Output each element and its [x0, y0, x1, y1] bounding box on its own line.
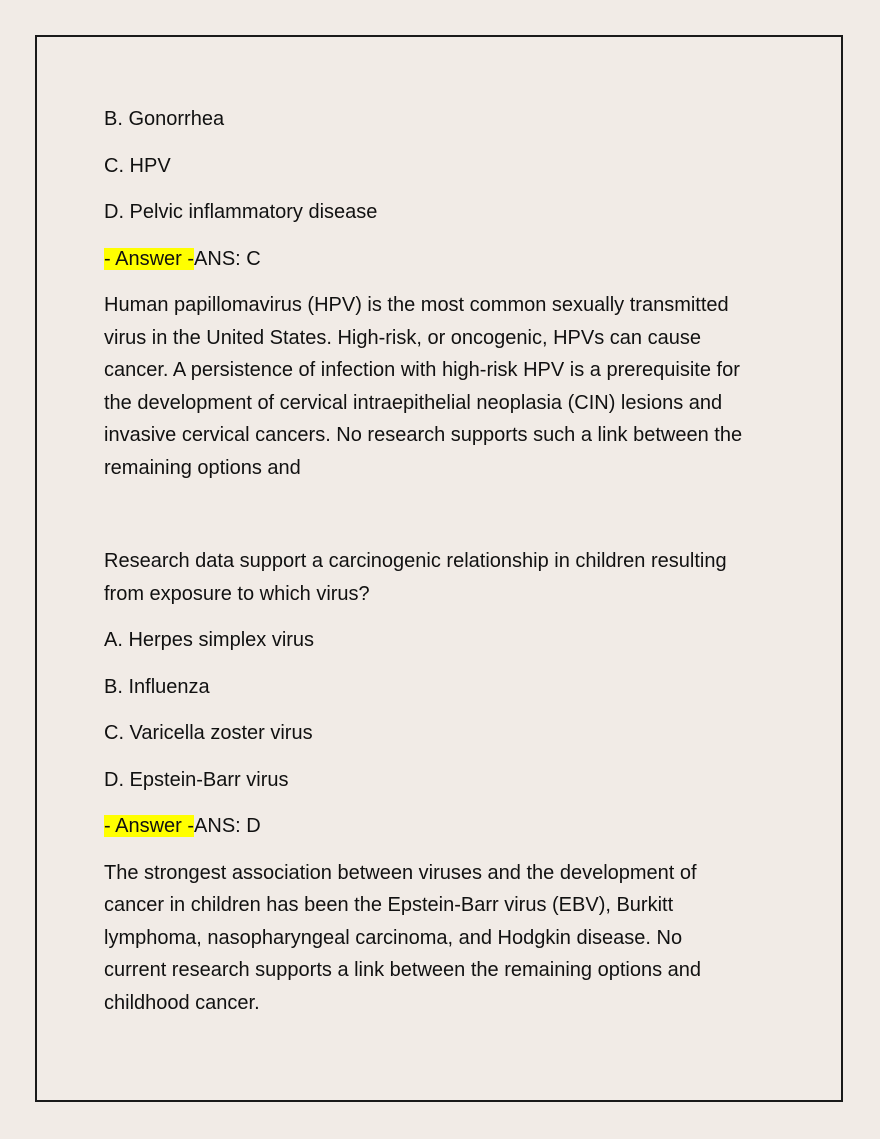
q1-answer-line [104, 243, 784, 276]
document-content [104, 103, 784, 1019]
q2-answer-line [104, 810, 784, 843]
q1-explanation-line: Human papillomavirus (HPV) is the most common sexually transmitted [104, 294, 729, 316]
q1-answer-label: - Answer - [104, 247, 195, 270]
q1-explanation-line: cancer. A persistence of infection with high-risk HPV is a prerequisite for [104, 359, 740, 381]
q2-answer-label: - Answer - [104, 815, 195, 837]
q2-explanation-line: lymphoma, nasopharyngeal carcinoma, and Hodgkin disease. No [104, 926, 683, 949]
q1-explanation [104, 289, 784, 484]
q2-explanation-line: The strongest association between viruses and the development of [104, 861, 697, 884]
q2-explanation-line: current research supports a link between the remaining options and [104, 959, 702, 981]
q2-stem-line: from exposure to which virus? [104, 582, 370, 605]
q2-explanation-line: cancer in children has been the Epstein-Barr virus (EBV), Burkitt [104, 894, 674, 916]
q1-answer-value: ANS: C [194, 247, 261, 270]
q1-explanation-line: invasive cervical cancers. No research supports such a link between the [104, 424, 743, 446]
q1-option-d: D. Pelvic inflammatory disease [104, 201, 378, 223]
q1-option-b: B. Gonorrhea [104, 108, 225, 130]
q1-explanation-line: remaining options and [104, 456, 301, 479]
q2-explanation [104, 857, 784, 1020]
q1-option-c: C. HPV [104, 154, 171, 177]
q1-explanation-line: the development of cervical intraepithelial neoplasia (CIN) lesions and [104, 391, 723, 414]
q2-option-b: B. Influenza [104, 675, 210, 698]
q2-option-a: A. Herpes simplex virus [104, 629, 315, 651]
q2-explanation-line: childhood cancer. [104, 991, 260, 1014]
q2-option-d: D. Epstein-Barr virus [104, 768, 289, 791]
q2-answer-value: ANS: D [194, 815, 261, 837]
q2-stem-line: Research data support a carcinogenic relationship in children resulting [104, 550, 727, 572]
q1-explanation-line: virus in the United States. High-risk, or oncogenic, HPVs can cause [104, 326, 701, 349]
q2-option-c: C. Varicella zoster virus [104, 722, 313, 744]
q2-stem [104, 545, 784, 610]
